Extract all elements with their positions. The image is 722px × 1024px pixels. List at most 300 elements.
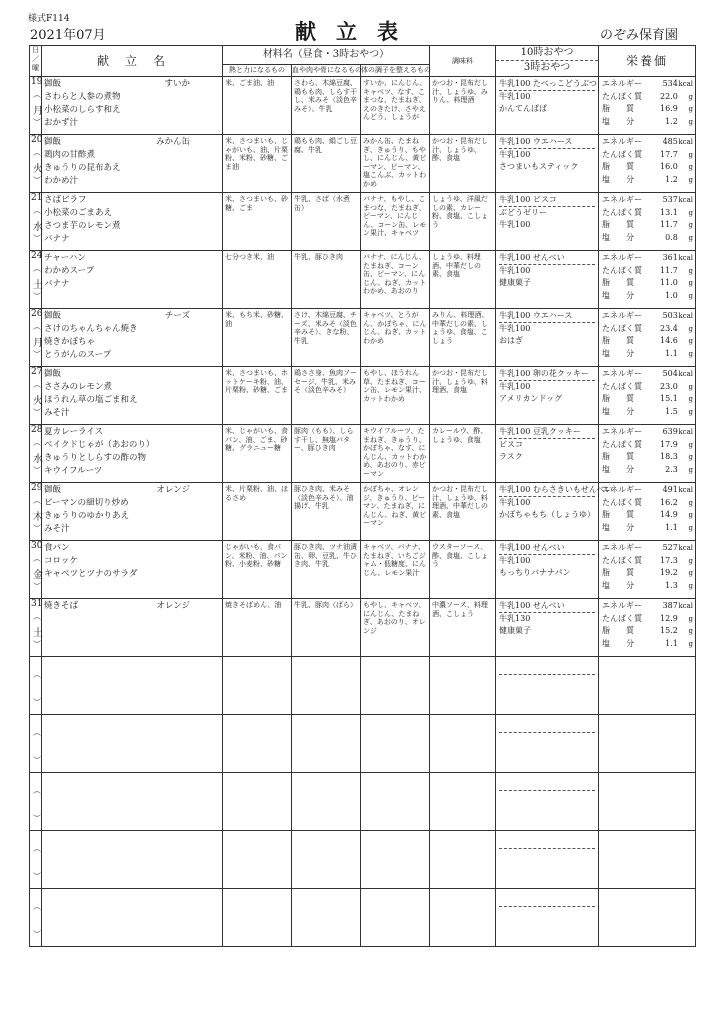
ingredient-list: 鶏もも肉、絹ごし豆腐、牛乳 (294, 137, 357, 154)
ingredient-list: 牛乳、豚ひき肉 (294, 253, 343, 261)
dish-name: おかず汁 (44, 118, 79, 128)
seasoning-cell (430, 77, 496, 135)
nutrient-unit: g (688, 440, 694, 449)
nutrient-label: 脂 質 (602, 104, 635, 113)
bracket-open: ︵ (33, 206, 41, 215)
bracket-open: ︵ (33, 264, 41, 273)
dish-name: みそ汁 (44, 408, 70, 418)
snack-cell (496, 193, 599, 251)
nutrient-label: 塩 分 (602, 580, 635, 590)
bracket-open: ︵ (33, 380, 41, 389)
day-number: 19 (31, 77, 43, 87)
menu-cell (42, 309, 223, 367)
nutrient-label: エネルギー (602, 195, 643, 204)
snack-cell (496, 483, 613, 541)
ingredient-list: かつお・昆布だし汁、しょうゆ、料理酒、中華だしの素、食塩 (432, 485, 489, 519)
seasoning-cell (430, 425, 496, 483)
nutrient-unit: g (688, 627, 694, 635)
nutrient-unit: g (688, 279, 694, 287)
nutrient-value: 11.7 (660, 220, 678, 229)
nutrient-value: 1.3 (665, 580, 678, 590)
body-foods-cell (292, 193, 361, 251)
dessert-name: みかん缶 (155, 137, 190, 147)
afternoon-snack: ぶどうゼリー (499, 208, 548, 217)
bracket-open: ︵ (33, 612, 41, 621)
dish-name: 御飯 (44, 485, 62, 495)
bracket-close: ︶ (33, 756, 41, 765)
dish-name: 小松菜のしらす和え (44, 105, 121, 115)
snack-column-header: 10時おやつ 3時おやつ (496, 46, 599, 77)
nutrient-label: たんぱく質 (602, 381, 643, 391)
regulating-foods-cell (361, 425, 430, 483)
nutrient-value: 1.1 (665, 638, 678, 648)
nutrition-cell (599, 657, 696, 715)
nutrient-label: エネルギー (602, 311, 643, 320)
dish-name: ピーマンの細切り炒め (44, 498, 129, 508)
afternoon-snack: 牛乳100 (499, 324, 531, 333)
dessert-name: チーズ (164, 311, 190, 321)
form-number: 様式F114 (28, 14, 70, 24)
body-foods-cell (292, 773, 361, 831)
nutrition-protein-row (602, 323, 693, 336)
nutrient-value: 639 (662, 427, 678, 436)
bracket-open: ︵ (33, 496, 41, 505)
nutrient-value: 15.1 (660, 394, 678, 403)
regulating-foods-cell (361, 889, 430, 947)
bracket-open: ︵ (33, 844, 41, 853)
day-row (30, 483, 696, 541)
day-row (30, 425, 696, 483)
ingredient-list: もやし、キャベツ、にんじん、たまねぎ、あおのり、オレンジ (363, 601, 426, 635)
nutrient-label: エネルギー (602, 79, 643, 88)
nutrient-value: 19.2 (660, 568, 678, 577)
ingredient-list: 米、さつまいも、ホットケーキ粉、油、片栗粉、砂糖、ごま (225, 369, 288, 394)
menu-cell (42, 831, 223, 889)
nutrient-unit: g (688, 291, 694, 300)
date-cell (30, 367, 42, 425)
day-number: 24 (31, 251, 43, 261)
menu-table (29, 45, 696, 947)
body-foods-cell (292, 541, 361, 599)
nutrient-label: 脂 質 (602, 510, 635, 519)
energy-foods-cell (223, 193, 292, 251)
nutrient-label: エネルギー (602, 601, 643, 610)
snack-divider (499, 831, 595, 849)
ingredient-list: 中濃ソース、料理酒、こしょう (432, 601, 488, 618)
ingredient-list: 米、さつまいも、砂糖、ごま (225, 195, 288, 212)
day-number: 27 (31, 367, 43, 377)
body-foods-cell (292, 657, 361, 715)
nutrient-value: 1.2 (665, 116, 678, 126)
body-foods-cell (292, 367, 361, 425)
day-number: 29 (31, 483, 43, 493)
nutrient-unit: g (688, 523, 694, 532)
ingredient-list: しょうゆ、洋風だしの素、カレー粉、食塩、こしょう (432, 195, 489, 229)
seasoning-column-header: 調味料 (430, 46, 496, 77)
snack-cell (496, 251, 599, 309)
nutrition-protein-row (602, 207, 693, 220)
nutrition-cell (599, 831, 696, 889)
ingredient-list: キウイフルーツ、たまねぎ、きゅうり、かぼちゃ、なす、にんじん、カットわかめ、あおのり、赤ピーマン (363, 427, 427, 478)
nutrient-unit: kcal (678, 138, 694, 146)
ingredient-list: かつお・昆布だし汁、しょうゆ、料理酒、食塩 (432, 369, 489, 394)
nutrient-value: 23.0 (660, 381, 678, 391)
nutrition-kcal-row (602, 600, 693, 613)
seasoning-cell (430, 657, 496, 715)
nutrition-protein-row (602, 497, 693, 510)
regulating-foods-cell (361, 599, 430, 657)
energy-foods-cell (223, 367, 292, 425)
bracket-open: ︵ (33, 786, 41, 795)
date-cell (30, 135, 42, 193)
nutrient-unit: kcal (678, 544, 694, 552)
afternoon-snack: 牛乳130 (499, 614, 531, 623)
morning-snack: 牛乳100 せんべい (499, 542, 595, 555)
nutrient-label: 塩 分 (602, 174, 635, 184)
date-cell (30, 251, 42, 309)
seasoning-cell (430, 773, 496, 831)
dish-name: 焼きかぼちゃ (44, 337, 96, 347)
ingredient-list: 牛乳、さば（水煮缶） (294, 195, 350, 212)
snack-divider (499, 773, 595, 791)
energy-foods-cell (223, 77, 292, 135)
afternoon-snack: 牛乳100 (499, 220, 531, 229)
menu-cell (42, 425, 223, 483)
day-row (30, 77, 696, 135)
snack-cell (496, 309, 599, 367)
date-cell (30, 599, 42, 657)
bracket-close: ︶ (33, 640, 41, 649)
nutrient-label: 脂 質 (602, 568, 635, 577)
nutrition-fat-row (602, 625, 693, 638)
day-row (30, 309, 696, 367)
seasoning-cell (430, 367, 496, 425)
bracket-close: ︶ (33, 292, 41, 301)
regulating-foods-cell (361, 773, 430, 831)
body-foods-cell (292, 77, 361, 135)
nutrient-value: 1.1 (665, 348, 678, 358)
nutrition-cell (599, 135, 696, 193)
nutrient-unit: g (688, 208, 694, 217)
body-foods-cell (292, 251, 361, 309)
regulating-foods-cell (361, 251, 430, 309)
ingredient-list: かつお・昆布だし汁、しょうゆ、みりん、料理酒 (432, 79, 489, 104)
nutrient-unit: kcal (678, 602, 694, 610)
body-foods-cell (292, 715, 361, 773)
nutrient-unit: kcal (678, 312, 694, 320)
nutrient-label: たんぱく質 (602, 265, 643, 275)
snack-cell (496, 889, 599, 947)
bracket-close: ︶ (33, 698, 41, 707)
nutrient-label: たんぱく質 (602, 439, 643, 449)
ingredient-list: 豚肉（もも）、しらす干し、無塩バター、豚ひき肉 (294, 427, 354, 452)
day-row (30, 193, 696, 251)
dish-name: バナナ (44, 279, 70, 289)
menu-cell (42, 135, 223, 193)
menu-period: 2021年07月 (30, 28, 106, 43)
nutrient-unit: g (688, 465, 694, 474)
nutrition-salt-row (602, 232, 693, 245)
bracket-open: ︵ (33, 438, 41, 447)
nutrient-unit: kcal (678, 428, 694, 436)
nutrient-value: 485 (662, 137, 678, 146)
nutrition-kcal-row (602, 252, 693, 265)
nutrient-unit: g (688, 175, 694, 184)
nutrient-value: 11.7 (660, 265, 678, 275)
nutrition-cell (599, 889, 696, 947)
nutrient-value: 0.8 (665, 232, 678, 242)
nutrient-value: 13.1 (660, 207, 678, 217)
snack-divider (499, 889, 595, 907)
dish-name: とうがんのスープ (44, 350, 112, 360)
ingredient-list: 米、片栗粉、油、ほるさめ (225, 485, 288, 502)
seasoning-cell (430, 715, 496, 773)
weekday: 土 (33, 280, 43, 291)
nutrient-unit: g (688, 105, 694, 113)
ingredient-list: バナナ、もやし、こまつな、たまねぎ、ピーマン、にんじん、コーン缶、レモン果汁、キャベツ (363, 195, 427, 237)
nutrient-value: 15.2 (660, 626, 678, 635)
nutrient-value: 14.9 (660, 510, 678, 519)
regulating-foods-cell (361, 831, 430, 889)
nutrient-label: たんぱく質 (602, 555, 643, 565)
ingredient-list: みかん缶、たまねぎ、きゅうり、もやし、にんじん、黄ピーマン、ピーマン、塩こんぶ、カットわかめ (363, 137, 427, 188)
dish-name: 御飯 (44, 79, 62, 89)
nutrient-label: 塩 分 (602, 464, 635, 474)
morning-snack: 牛乳100 ウエハース (499, 136, 595, 149)
dish-name: みそ汁 (44, 524, 70, 534)
ingredient-list: じゃがいも、食パン、米粉、油、パン粉、小麦粉、砂糖 (225, 543, 288, 568)
snack-cell (496, 715, 599, 773)
ingredient-list: 豚ひき肉、米みそ（淡色辛みそ）、油揚げ、牛乳 (294, 485, 354, 510)
morning-snack: 牛乳100 たべっこどうぶつ (499, 78, 595, 91)
menu-cell (42, 715, 223, 773)
dish-name: わかめ汁 (44, 176, 79, 186)
dish-name: 焼きそば (44, 601, 79, 611)
nutrition-salt-row (602, 638, 693, 651)
bracket-open: ︵ (33, 90, 41, 99)
ingredient-list: さわら、木綿豆腐、鶏もも肉、しらす干し、米みそ（淡色辛みそ）、牛乳 (294, 79, 357, 113)
ingredient-list: ウスターソース、酢、食塩、こしょう (432, 543, 489, 568)
nutrition-fat-row (602, 335, 693, 348)
body-foods-cell (292, 889, 361, 947)
nutrient-label: たんぱく質 (602, 323, 643, 333)
nutrition-protein-row (602, 439, 693, 452)
nutrient-value: 17.3 (660, 555, 678, 565)
day-row (30, 541, 696, 599)
nutrition-kcal-row (602, 310, 693, 323)
ingredient-list: 牛乳、豚肉（ばら） (294, 601, 357, 609)
nutrient-unit: g (688, 614, 694, 623)
day-number: 31 (31, 599, 43, 609)
menu-cell (42, 599, 223, 657)
nutrient-label: たんぱく質 (602, 497, 643, 507)
nutrition-cell (599, 251, 696, 309)
dish-name: 御飯 (44, 311, 62, 321)
nutrient-value: 387 (662, 601, 678, 610)
dessert-name: すいか (164, 79, 190, 89)
day-number: 30 (31, 541, 43, 551)
regulating-foods-cell (361, 715, 430, 773)
day-number: 21 (31, 193, 43, 203)
energy-foods-cell (223, 483, 292, 541)
nutrient-label: 脂 質 (602, 162, 635, 171)
dish-name: キウイフルーツ (44, 466, 103, 476)
weekday: 火 (33, 396, 43, 407)
afternoon-snack: かんてんぱぱ (499, 104, 548, 113)
body-foods-cell (292, 831, 361, 889)
nutrition-cell (599, 309, 696, 367)
nutrition-kcal-row (602, 426, 693, 439)
energy-foods-cell (223, 251, 292, 309)
nutrition-protein-row (602, 91, 693, 104)
nutrition-cell (599, 541, 696, 599)
regulating-foods-cell (361, 309, 430, 367)
dish-name: 小松菜のごまあえ (44, 208, 113, 218)
materials-column-header: 材料名（昼食・3時おやつ） (223, 46, 430, 65)
seasoning-cell (430, 541, 496, 599)
nutrient-label: 脂 質 (602, 336, 635, 345)
nutrition-protein-row (602, 381, 693, 394)
bracket-close: ︶ (33, 814, 41, 823)
nutrition-kcal-row (602, 136, 693, 149)
snack-cell (496, 831, 599, 889)
body-foods-cell (292, 135, 361, 193)
energy-foods-cell (223, 831, 292, 889)
nutrient-label: 塩 分 (602, 290, 635, 300)
seasoning-cell (430, 599, 496, 657)
nutrient-value: 491 (662, 485, 678, 494)
date-cell (30, 425, 42, 483)
bracket-open: ︵ (33, 322, 41, 331)
ingredient-list: かつお・昆布だし汁、しょうゆ、酢、食塩 (432, 137, 489, 162)
nutrient-label: たんぱく質 (602, 91, 643, 101)
nutrient-unit: kcal (678, 196, 694, 204)
ingredient-list: 米、ごま油、油 (225, 79, 274, 87)
nutrient-value: 16.0 (660, 162, 678, 171)
menu-cell (42, 367, 223, 425)
nutrient-value: 534 (662, 79, 678, 88)
ingredient-list: キャベツ、とうがん、かぼちゃ、にんじん、ねぎ、カットわかめ (363, 311, 427, 345)
ingredient-list: さけ、木綿豆腐、チーズ、米みそ（淡色辛みそ）、きな粉、牛乳 (294, 311, 357, 345)
dish-name: ほうれん草の塩ごま和え (44, 395, 138, 405)
nutrient-unit: g (688, 163, 694, 171)
ingredient-list: しょうゆ、料理酒、中華だしの素、食塩 (432, 253, 482, 278)
menu-cell (42, 657, 223, 715)
ingredient-list: かぼちゃ、オレンジ、きゅうり、ピーマン、たまねぎ、にんじん、ねぎ、黄ピーマン (363, 485, 427, 527)
nutrient-unit: g (688, 498, 694, 507)
date-cell (30, 483, 42, 541)
morning-snack: 牛乳100 豆乳クッキー (499, 426, 595, 439)
nutrition-fat-row (602, 161, 693, 174)
afternoon-snack: さつまいもスティック (499, 162, 579, 171)
nutrient-label: 脂 質 (602, 394, 635, 403)
dish-name: キャベツとツナのサラダ (44, 569, 138, 579)
energy-foods-cell (223, 541, 292, 599)
nutrition-cell (599, 77, 696, 135)
body-foods-cell (292, 309, 361, 367)
nutrient-value: 23.4 (660, 323, 678, 333)
nutrition-protein-row (602, 149, 693, 162)
date-cell (30, 889, 42, 947)
day-row (30, 831, 696, 889)
nutrient-value: 1.1 (665, 522, 678, 532)
nutrient-value: 361 (662, 253, 678, 262)
nutrition-protein-row (602, 555, 693, 568)
bracket-open: ︵ (33, 148, 41, 157)
dish-name: きゅうりとしらすの酢の物 (44, 453, 147, 463)
body-foods-cell (292, 599, 361, 657)
nutrient-label: たんぱく質 (602, 149, 643, 159)
afternoon-snack: ビスコ (499, 440, 524, 449)
nutrient-unit: g (688, 395, 694, 403)
regulating-foods-cell (361, 541, 430, 599)
bracket-close: ︶ (33, 524, 41, 533)
dish-name: バナナ (44, 234, 70, 244)
snack-cell (496, 541, 599, 599)
bracket-close: ︶ (33, 118, 41, 127)
nutrient-unit: g (688, 382, 694, 391)
nutrient-unit: g (688, 349, 694, 358)
ingredient-list: 焼きそばめん、油 (225, 601, 282, 609)
nutrient-label: エネルギー (602, 485, 643, 494)
menu-column-header: 献 立 名 (42, 46, 223, 77)
nutrition-fat-row (602, 393, 693, 406)
day-number: 28 (31, 425, 43, 435)
dish-name: 鶏肉の甘酢煮 (44, 150, 96, 160)
morning-snack: 牛乳100 ウエハース (499, 310, 595, 323)
dish-name: きゅうりのゆかりあえ (44, 511, 130, 521)
dish-name: 夏カレーライス (44, 427, 104, 437)
day-number: 20 (31, 135, 43, 145)
nutrient-label: 塩 分 (602, 232, 635, 242)
bracket-close: ︶ (33, 872, 41, 881)
ingredient-list: 米、もち米、砂糖、油 (225, 311, 288, 328)
nutrient-label: 塩 分 (602, 406, 635, 416)
morning-snack: 牛乳100 卵の花クッキー (499, 368, 595, 381)
seasoning-cell (430, 251, 496, 309)
nutrient-label: たんぱく質 (602, 613, 643, 623)
nutrient-unit: g (688, 569, 694, 577)
nutrition-kcal-row (602, 78, 693, 91)
snack-divider (499, 715, 595, 733)
nutrient-value: 17.9 (660, 439, 678, 449)
nutrition-cell (599, 715, 696, 773)
ingredient-list: 米、じゃがいも、食パン、油、ごま、砂糖、グラニュー糖 (225, 427, 288, 452)
nutrient-value: 12.9 (660, 613, 678, 623)
bracket-close: ︶ (33, 234, 41, 243)
energy-foods-cell (223, 773, 292, 831)
nutrition-fat-row (602, 219, 693, 232)
nutrition-salt-row (602, 348, 693, 361)
bracket-close: ︶ (33, 466, 41, 475)
nutrient-unit: g (688, 233, 694, 242)
bracket-open: ︵ (33, 728, 41, 737)
nutrient-value: 1.5 (665, 406, 678, 416)
snack-divider (499, 657, 595, 675)
ingredient-list: 米、さつまいも、じゃがいも、油、片栗粉、米粉、砂糖、ごま油 (225, 137, 288, 171)
dish-name: チャーハン (44, 253, 86, 263)
nutrient-value: 503 (662, 311, 678, 320)
nutrient-label: エネルギー (602, 369, 643, 378)
nutrition-fat-row (602, 103, 693, 116)
nutrition-column-header: 栄養価 (599, 46, 696, 77)
seasoning-cell (430, 309, 496, 367)
seasoning-cell (430, 483, 496, 541)
bracket-close: ︶ (33, 176, 41, 185)
nutrition-fat-row (602, 567, 693, 580)
date-cell (30, 193, 42, 251)
day-row (30, 657, 696, 715)
